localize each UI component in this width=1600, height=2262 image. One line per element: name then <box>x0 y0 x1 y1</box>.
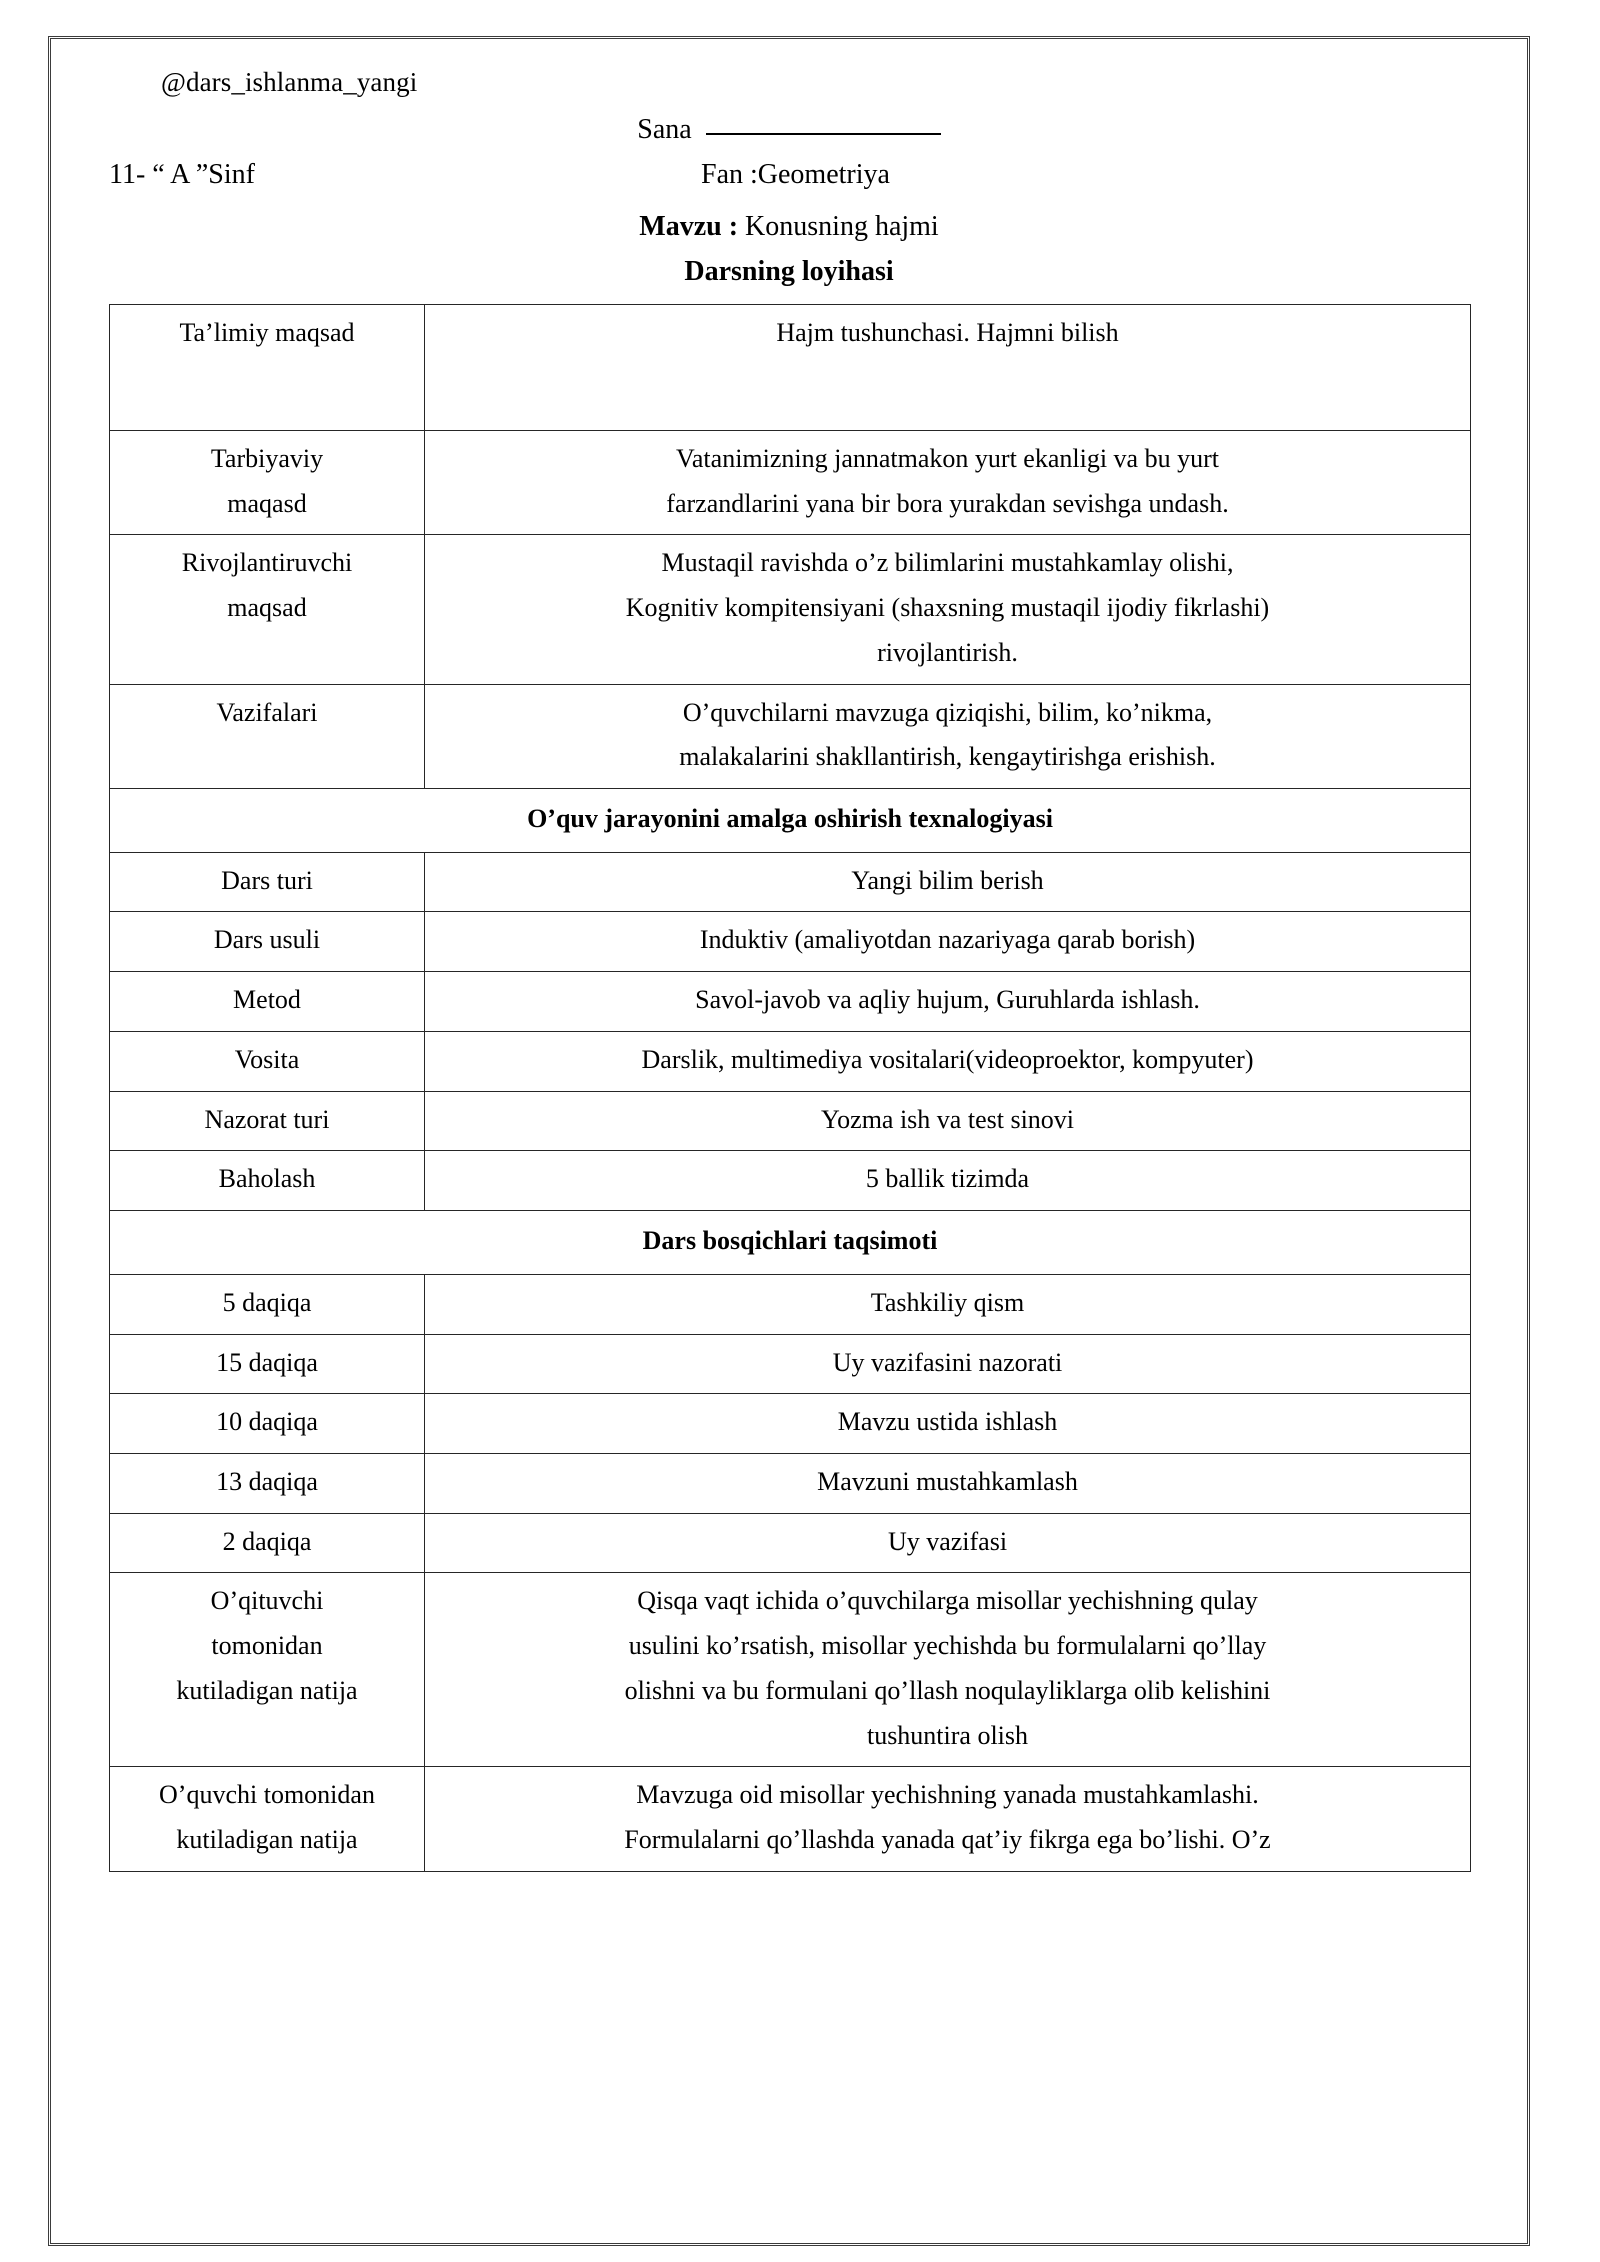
cell-line: O’quvchi tomonidan <box>159 1780 375 1810</box>
cell-line: malakalarini shakllantirish, kengaytirishga erishish. <box>679 742 1216 772</box>
table-row <box>110 1334 1471 1394</box>
table-row <box>110 1031 1471 1091</box>
row-label: 5 daqiqa <box>110 1274 425 1334</box>
row-label: Dars usuli <box>110 912 425 972</box>
table-row <box>110 1274 1471 1334</box>
section-title-technology: O’quv jarayonini amalga oshirish texnalogiyasi <box>110 789 1471 853</box>
row-label: Baholash <box>110 1151 425 1211</box>
row-value <box>425 1767 1471 1871</box>
row-label <box>110 1573 425 1767</box>
cell-line: kutiladigan natija <box>176 1824 358 1854</box>
page-content <box>51 39 1527 2243</box>
cell-line: farzandlarini yana bir bora yurakdan sevishga undash. <box>666 488 1229 518</box>
topic-label: Mavzu : <box>639 211 739 242</box>
row-value: Yozma ish va test sinovi <box>425 1091 1471 1151</box>
cell-line: rivojlantirish. <box>877 637 1018 667</box>
row-value: Mavzu ustida ishlash <box>425 1394 1471 1454</box>
row-value: Mavzuni mustahkamlash <box>425 1453 1471 1513</box>
cell-line: tomonidan <box>211 1631 323 1661</box>
table-row <box>110 431 1471 535</box>
row-value: Darslik, multimediya vositalari(videoproektor, kompyuter) <box>425 1031 1471 1091</box>
cell-line: kutiladigan natija <box>176 1675 358 1705</box>
section-header-row <box>110 789 1471 853</box>
plan-title: Darsning loyihasi <box>684 256 894 287</box>
table-row <box>110 684 1471 788</box>
row-label: 2 daqiqa <box>110 1513 425 1573</box>
row-value: Yangi bilim berish <box>425 852 1471 912</box>
row-value <box>425 535 1471 684</box>
row-label <box>110 535 425 684</box>
date-line <box>51 111 1527 146</box>
cell-line: Qisqa vaqt ichida o’quvchilarga misollar yechishning qulay <box>637 1586 1258 1616</box>
cell-line: Kognitiv kompitensiyani (shaxsning mustaqil ijodiy fikrlashi) <box>625 593 1270 623</box>
table-row <box>110 535 1471 684</box>
table-row <box>110 912 1471 972</box>
table-row <box>110 1151 1471 1211</box>
row-label: Vazifalari <box>110 684 425 788</box>
cell-line: Formulalarni qo’llashda yanada qat’iy fikrga ega bo’lishi. O’z <box>624 1824 1271 1854</box>
cell-line: olishni va bu formulani qo’llash noqulayliklarga olib kelishini <box>624 1675 1271 1705</box>
row-label: 13 daqiqa <box>110 1453 425 1513</box>
cell-line: Rivojlantiruvchi <box>181 548 353 578</box>
table-row <box>110 852 1471 912</box>
row-value <box>425 1573 1471 1767</box>
subject-value: Fan :Geometriya <box>701 159 890 190</box>
topic-value: Konusning hajmi <box>738 211 939 242</box>
row-value: Tashkiliy qism <box>425 1274 1471 1334</box>
cell-line: O’quvchilarni mavzuga qiziqishi, bilim, ko’nikma, <box>682 697 1213 727</box>
row-value <box>425 431 1471 535</box>
date-label: Sana <box>637 114 692 145</box>
row-label: Dars turi <box>110 852 425 912</box>
cell-line: Vatanimizning jannatmakon yurt ekanligi va bu yurt <box>676 444 1219 473</box>
row-label: 15 daqiqa <box>110 1334 425 1394</box>
row-value <box>425 305 1471 431</box>
document-page <box>48 36 1530 2246</box>
table-row <box>110 1767 1471 1871</box>
table-row <box>110 1513 1471 1573</box>
section-header-row <box>110 1211 1471 1275</box>
cell-line: tushuntira olish <box>866 1720 1029 1750</box>
row-label: Nazorat turi <box>110 1091 425 1151</box>
channel-handle: @dars_ishlanma_yangi <box>161 67 418 97</box>
row-label: Metod <box>110 972 425 1032</box>
cell-line: maqasd <box>227 488 307 518</box>
table-row <box>110 1573 1471 1767</box>
table-row <box>110 1453 1471 1513</box>
row-label: Vosita <box>110 1031 425 1091</box>
table-row <box>110 972 1471 1032</box>
cell-line: Mavzuga oid misollar yechishning yanada mustahkamlashi. <box>636 1780 1259 1810</box>
topic-line <box>51 211 1527 243</box>
row-value: Induktiv (amaliyotdan nazariyaga qarab borish) <box>425 912 1471 972</box>
cell-line: usulini ko’rsatish, misollar yechishda bu formulalarni qo’llay <box>628 1631 1267 1661</box>
row-value: Savol-javob va aqliy hujum, Guruhlarda ishlash. <box>425 972 1471 1032</box>
table-row <box>110 1394 1471 1454</box>
row-value: Uy vazifasini nazorati <box>425 1334 1471 1394</box>
cell-line: Tarbiyaviy <box>210 444 324 473</box>
row-value: Uy vazifasi <box>425 1513 1471 1573</box>
class-value: 11- “ A ”Sinf <box>109 159 255 190</box>
table-row <box>110 305 1471 431</box>
cell-line: Hajm tushunchasi. Hajmni bilish <box>776 318 1119 347</box>
row-value <box>425 684 1471 788</box>
cell-line: Mustaqil ravishda o’z bilimlarini mustahkamlay olishi, <box>661 548 1234 578</box>
class-subject-line <box>51 159 1527 199</box>
lesson-plan-table <box>109 304 1471 1872</box>
row-label <box>110 1767 425 1871</box>
row-label: Ta’limiy maqsad <box>110 305 425 431</box>
table-row <box>110 1091 1471 1151</box>
row-value: 5 ballik tizimda <box>425 1151 1471 1211</box>
section-title-stages: Dars bosqichlari taqsimoti <box>110 1211 1471 1275</box>
row-label <box>110 431 425 535</box>
cell-line: O’qituvchi <box>210 1586 324 1616</box>
date-blank <box>706 111 941 135</box>
row-label: 10 daqiqa <box>110 1394 425 1454</box>
cell-line: maqsad <box>227 593 307 623</box>
